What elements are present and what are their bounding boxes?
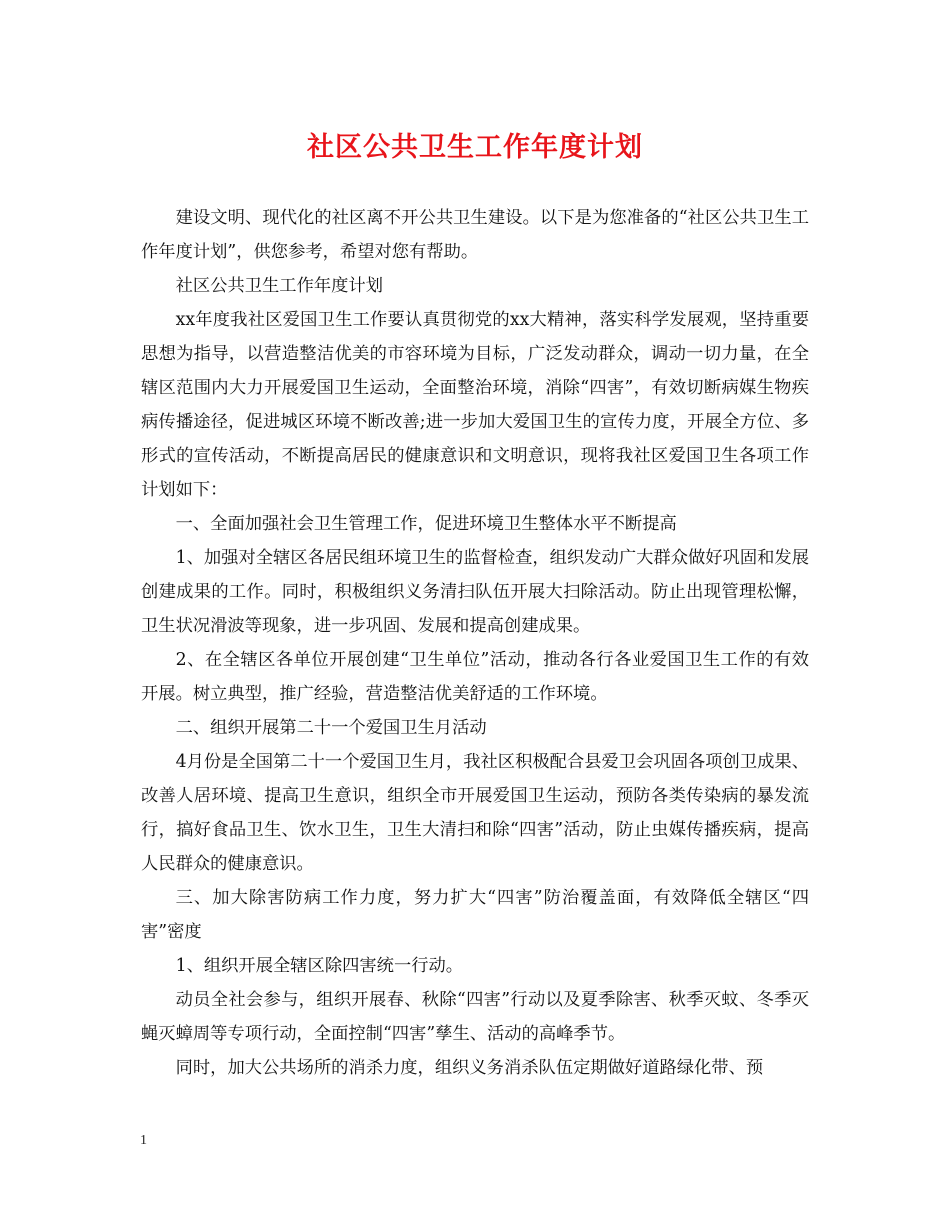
paragraph-mobilize: 动员全社会参与，组织开展春、秋除“四害”行动以及夏季除害、秋季灭蚊、冬季灭蝇灭蟑周等专项行动，全面控制“四害”孳生、活动的高峰季节。 [141,990,809,1044]
paragraph-health-month: 4月份是全国第二十一个爱国卫生月，我社区积极配合县爱卫会巩固各项创卫成果、改善人居环境、提高卫生意识，组织全市开展爱国卫生运动，预防各类传染病的暴发流行，搞好食品卫生、饮水卫生，卫生大清扫和除“四害”活动，防止虫媒传播疾病，提高人民群众的健康意识。 [141,752,809,874]
paragraph-item-1-1: 1、加强对全辖区各居民组环境卫生的监督检查，组织发动广大群众做好巩固和发展创建成果的工作。同时，积极组织义务清扫队伍开展大扫除活动。防止出现管理松懈，卫生状况滑波等现象，进一步巩固、发展和提高创建成果。 [141,548,809,636]
paragraph-subtitle: 社区公共卫生工作年度计划 [175,276,383,296]
paragraph-intro: 建设文明、现代化的社区离不开公共卫生建设。以下是为您准备的“社区公共卫生工作年度计划”，供您参考，希望对您有帮助。 [141,208,809,262]
paragraph-public-places: 同时，加大公共场所的消杀力度，组织义务消杀队伍定期做好道路绿化带、预 [175,1058,764,1078]
page-number: 1 [140,1133,147,1148]
paragraph-overview: xx年度我社区爱国卫生工作要认真贯彻党的xx大精神，落实科学发展观，坚持重要思想为指导，以营造整洁优美的市容环境为目标，广泛发动群众，调动一切力量，在全辖区范围内大力开展爱国卫生运动，全面整治环境，消除“四害”，有效切断病媒生物疾病传播途径，促进城区环境不断改善;进一步加大爱国卫生的宣传力度，开展全方位、多形式的宣传活动，不断提高居民的健康意识和文明意识，现将我社区爱国卫生各项工作计划如下： [141,310,809,500]
paragraph-item-3-1: 1、组织开展全辖区除四害统一行动。 [175,956,464,976]
document-title: 社区公共卫生工作年度计划 [307,132,643,163]
section-heading-2: 二、组织开展第二十一个爱国卫生月活动 [175,718,487,738]
document-body [141,201,809,1085]
section-heading-3: 三、加大除害防病工作力度，努力扩大“四害”防治覆盖面，有效降低全辖区“四害”密度 [141,888,809,942]
section-heading-1: 一、全面加强社会卫生管理工作，促进环境卫生整体水平不断提高 [175,514,677,534]
paragraph-item-1-2: 2、在全辖区各单位开展创建“卫生单位”活动，推动各行各业爱国卫生工作的有效开展。树立典型，推广经验，营造整洁优美舒适的工作环境。 [141,650,809,704]
